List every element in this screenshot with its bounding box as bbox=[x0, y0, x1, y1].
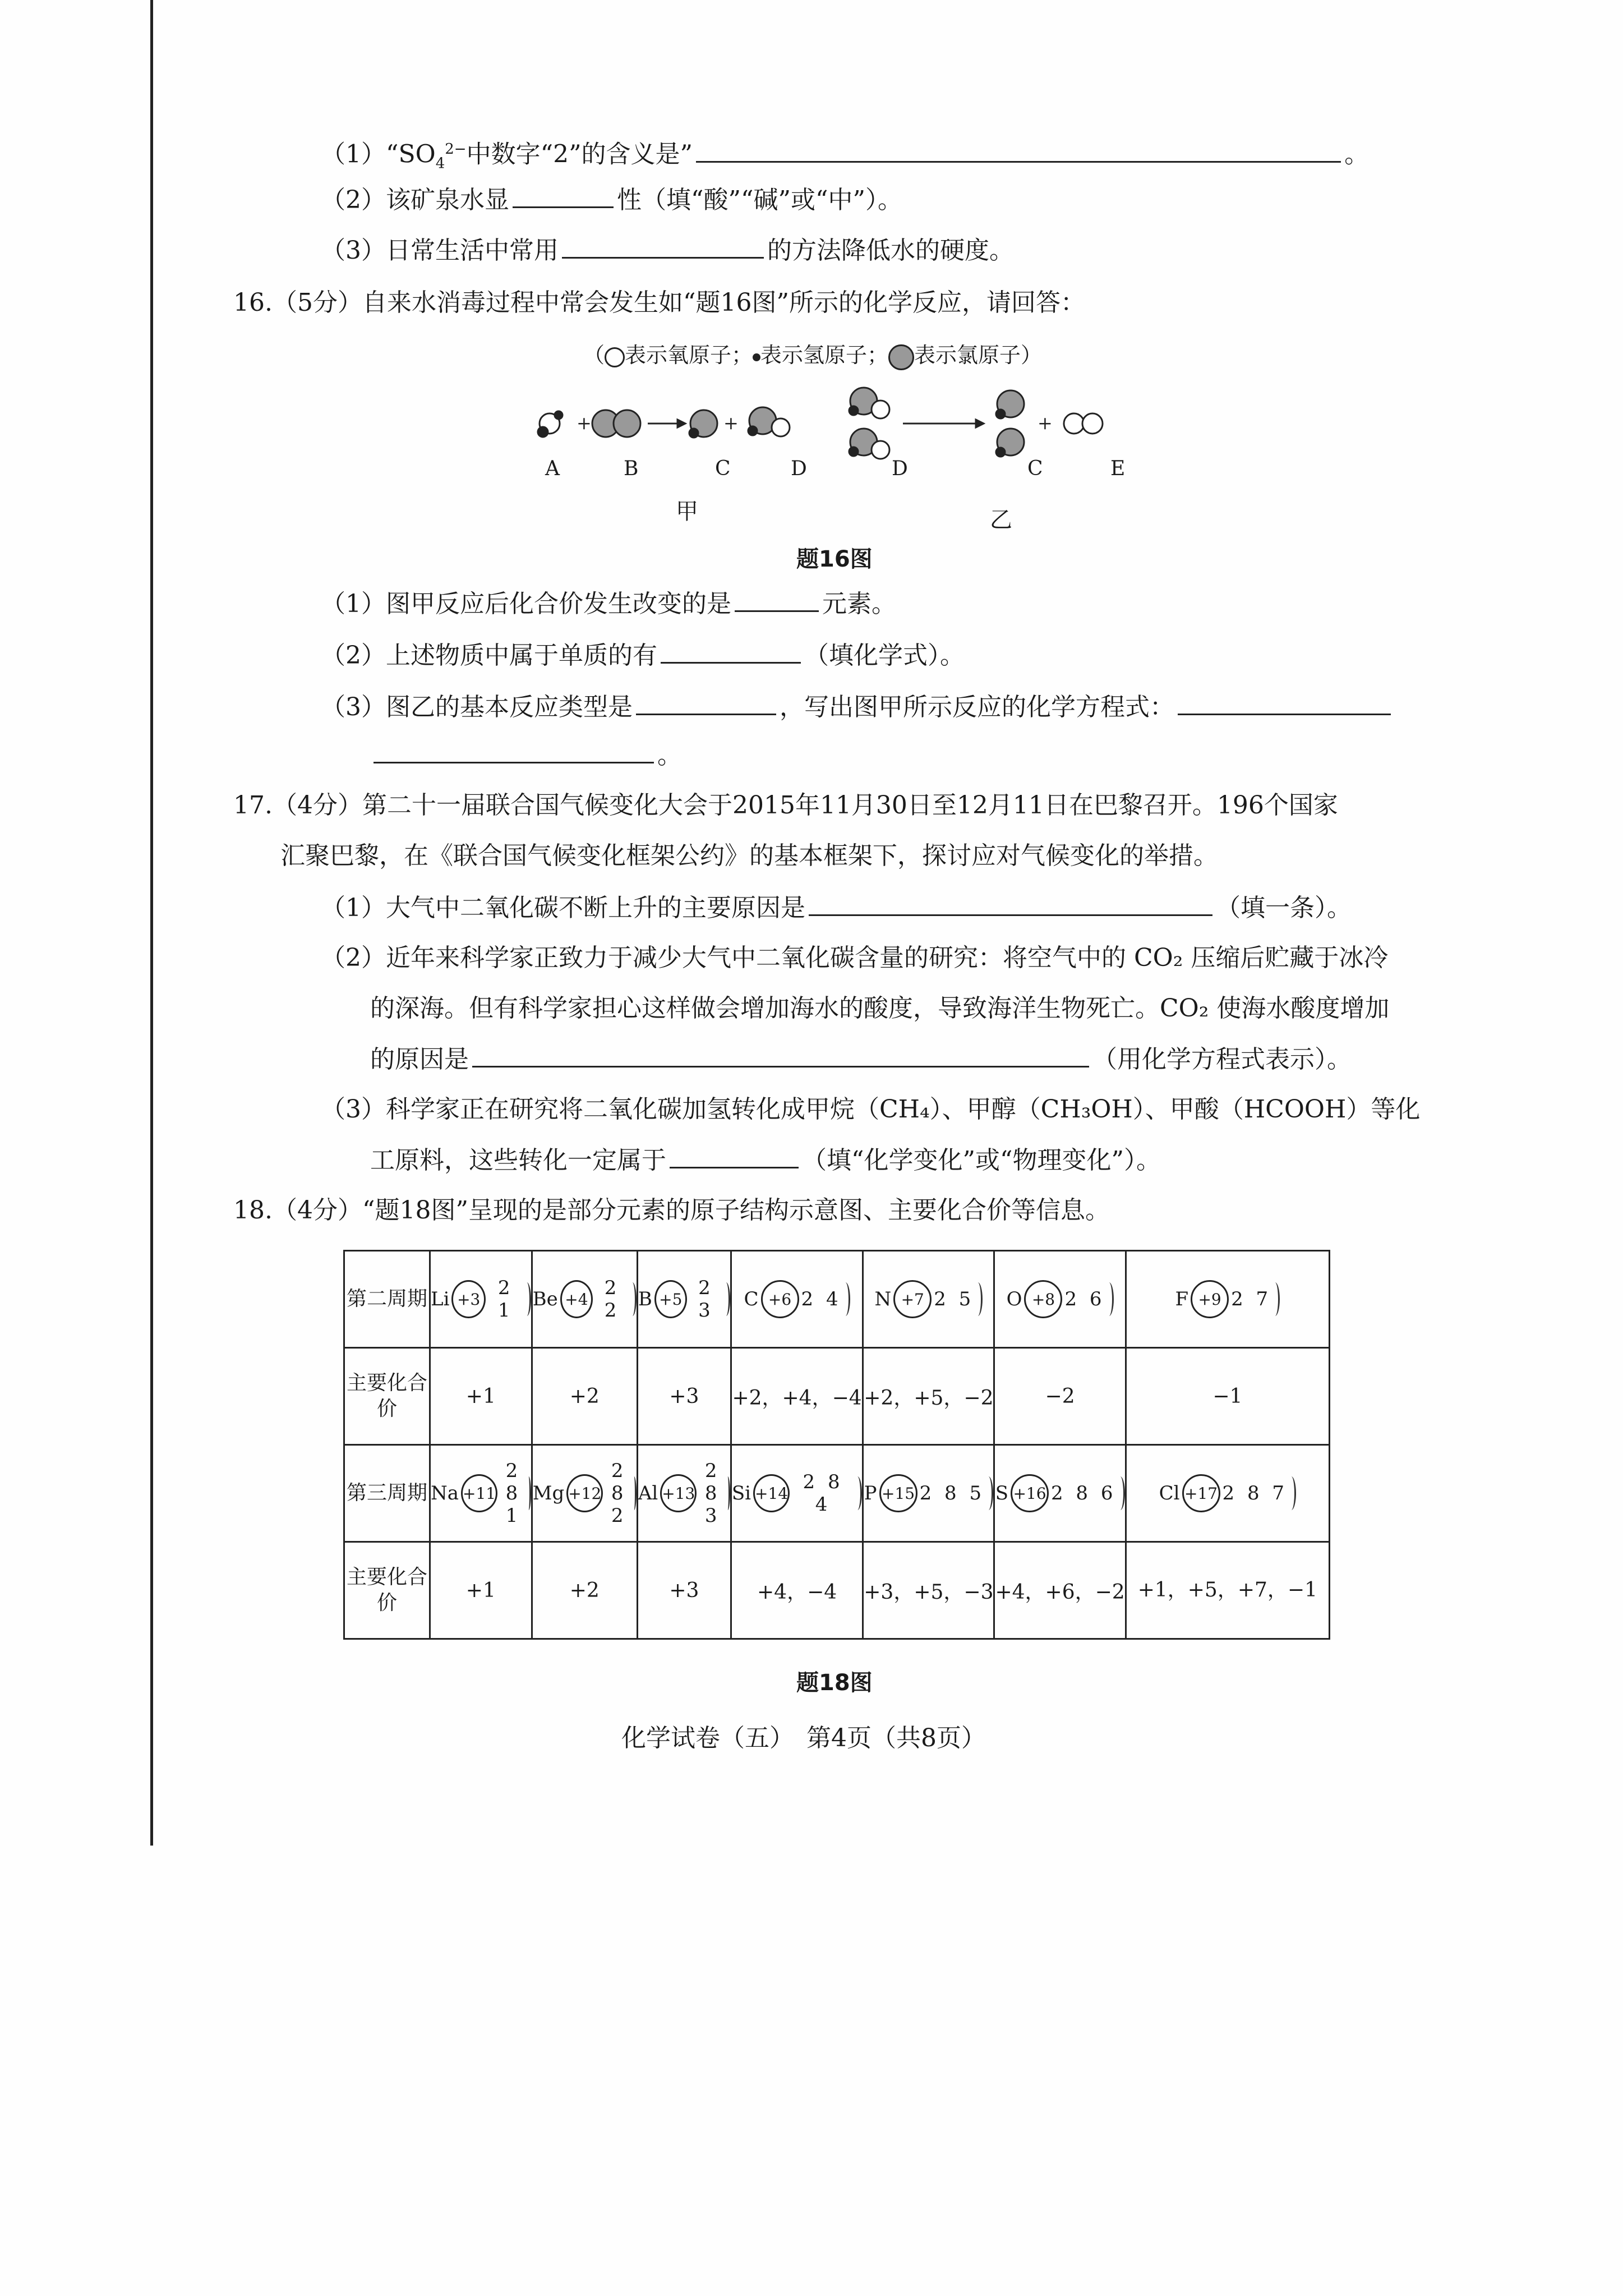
q17-sub2-l3: 的原因是 （用化学方程式表示）。 bbox=[370, 1043, 1352, 1075]
answer-blank[interactable] bbox=[562, 234, 764, 259]
scan-edge-line bbox=[150, 0, 153, 1846]
hydrogen-atom-icon bbox=[849, 447, 858, 456]
row-head: 主要化合价 bbox=[344, 1542, 430, 1639]
row-head: 主要化合价 bbox=[344, 1348, 430, 1445]
q17-sub1: （1）大气中二氧化碳不断上升的主要原因是 （填一条）。 bbox=[321, 892, 1352, 924]
hydrogen-atom-icon bbox=[689, 429, 698, 438]
q16-legend: （ 表示氧原子； 表示氢原子； 表示氯原子） bbox=[583, 339, 1042, 371]
reaction-diagram bbox=[527, 376, 1155, 477]
q16-stem: 16.（5分）自来水消毒过程中常会发生如“题16图”所示的化学反应，请回答： bbox=[233, 288, 1085, 317]
svg-text:+: + bbox=[1038, 412, 1053, 434]
atom-diagram-mg: Mg +12 2 8 2 bbox=[533, 1460, 637, 1527]
hydrogen-atom-icon bbox=[849, 406, 858, 415]
valence2-row bbox=[344, 1348, 1330, 1445]
q15-sub1: $(1)“SO_4^{2-}$中数字“2”的含义是” 。 bbox=[321, 134, 1369, 179]
q16-sub1: （1）图甲反应后化合价发生改变的是 元素。 bbox=[321, 588, 896, 620]
hydrogen-atom-icon bbox=[538, 427, 548, 437]
hydrogen-atom-icon bbox=[996, 409, 1005, 418]
valence-cell: +1，+5，+7，−1 bbox=[1126, 1542, 1329, 1639]
q16-sub2: （2）上述物质中属于单质的有 （填化学式）。 bbox=[321, 639, 965, 671]
answer-blank[interactable] bbox=[1178, 691, 1391, 715]
hydrogen-atom-icon bbox=[748, 426, 757, 435]
atom-diagram-n: N +7 2 5 bbox=[874, 1280, 983, 1318]
oxygen-atom-icon bbox=[1082, 413, 1103, 434]
label-jia: 甲 bbox=[676, 499, 698, 524]
atom-diagram-o: O +8 2 6 bbox=[1007, 1280, 1114, 1318]
atom-diagram-s: S +16 2 8 6 bbox=[995, 1474, 1125, 1512]
answer-blank[interactable] bbox=[809, 892, 1212, 916]
row-head: 第三周期 bbox=[344, 1445, 430, 1542]
chlorine-atom-icon bbox=[614, 410, 640, 437]
atom-diagram-p: P +15 2 8 5 bbox=[864, 1474, 993, 1512]
label-B: B bbox=[624, 457, 639, 480]
answer-blank[interactable] bbox=[696, 139, 1341, 163]
valence-cell: +3，+5，−3 bbox=[863, 1542, 994, 1639]
q16-sub3-cont: 。 bbox=[370, 739, 682, 771]
answer-blank[interactable] bbox=[472, 1043, 1089, 1068]
q17-sub2-l2: 的深海。但有科学家担心这样做会增加海水的酸度，导致海洋生物死亡。CO₂ 使海水酸度增加 bbox=[370, 994, 1390, 1023]
label-yi: 乙 bbox=[990, 507, 1012, 533]
valence3-row bbox=[344, 1542, 1330, 1639]
svg-text:+: + bbox=[723, 412, 739, 434]
q16-sub3: （3）图乙的基本反应类型是 ，写出图甲所示反应的化学方程式： bbox=[321, 691, 1394, 723]
row-head: 第二周期 bbox=[344, 1251, 430, 1348]
figure-caption-18: 题18图 bbox=[796, 1670, 873, 1696]
oxygen-atom-icon bbox=[872, 401, 889, 418]
atom-diagram-al: Al +13 2 8 3 bbox=[638, 1460, 730, 1527]
label-C: C bbox=[1027, 457, 1043, 480]
hydrogen-atom-icon bbox=[555, 411, 562, 419]
oxygen-atom-icon bbox=[872, 441, 889, 459]
valence-cell: +2，+4，−4 bbox=[731, 1348, 863, 1445]
oxygen-atom-icon bbox=[1064, 413, 1084, 434]
q17-stem-1: 17.（4分）第二十一届联合国气候变化大会于2015年11月30日至12月11日在巴黎召开。196个国家 bbox=[233, 791, 1338, 820]
label-E: E bbox=[1110, 457, 1126, 480]
q15-sub3: （3）日常生活中常用 的方法降低水的硬度。 bbox=[321, 234, 1014, 266]
answer-blank[interactable] bbox=[636, 691, 776, 715]
valence-cell: +4，+6，−2 bbox=[994, 1542, 1126, 1639]
valence-cell: +2，+5，−2 bbox=[863, 1348, 994, 1445]
periodic-table-figure bbox=[343, 1250, 1330, 1640]
q17-sub3-l2: 工原料，这些转化一定属于 （填“化学变化”或“物理变化”）。 bbox=[370, 1144, 1161, 1176]
valence-cell: +2 bbox=[532, 1542, 637, 1639]
valence-cell: −2 bbox=[994, 1348, 1126, 1445]
answer-blank[interactable] bbox=[513, 184, 614, 208]
valence-cell: +3 bbox=[637, 1348, 731, 1445]
label-C: C bbox=[715, 457, 731, 480]
valence-cell: −1 bbox=[1126, 1348, 1329, 1445]
q17-sub2-l1: （2）近年来科学家正致力于减少大气中二氧化碳含量的研究：将空气中的 CO₂ 压缩后贮藏于冰冷 bbox=[321, 944, 1389, 972]
q15-sub2: （2）该矿泉水显 性（填“酸”“碱”或“中”）。 bbox=[321, 184, 902, 216]
atom-diagram-f: F +9 2 7 bbox=[1175, 1280, 1280, 1318]
figure-caption-16: 题16图 bbox=[796, 546, 873, 572]
q18-stem: 18.（4分）“题18图”呈现的是部分元素的原子结构示意图、主要化合价等信息。 bbox=[233, 1196, 1110, 1225]
period3-row bbox=[344, 1445, 1330, 1542]
label-D: D bbox=[791, 457, 807, 480]
hydrogen-atom-icon bbox=[996, 448, 1005, 457]
atom-diagram-cl: Cl +17 2 8 7 bbox=[1159, 1474, 1296, 1512]
answer-blank[interactable] bbox=[374, 739, 654, 763]
valence-cell: +3 bbox=[637, 1542, 731, 1639]
q17-stem-2: 汇聚巴黎，在《联合国气候变化框架公约》的基本框架下，探讨应对气候变化的举措。 bbox=[280, 841, 1218, 870]
answer-blank[interactable] bbox=[735, 588, 819, 612]
valence-cell: +1 bbox=[430, 1542, 532, 1639]
atom-diagram-b: B +5 2 3 bbox=[638, 1277, 730, 1322]
svg-text:+: + bbox=[577, 412, 592, 434]
valence-cell: +2 bbox=[532, 1348, 637, 1445]
atom-diagram-na: Na +11 2 8 1 bbox=[431, 1460, 531, 1527]
label-D: D bbox=[892, 457, 908, 480]
atom-diagram-be: Be +4 2 2 bbox=[533, 1277, 637, 1322]
hydrogen-atom-icon bbox=[753, 353, 760, 361]
atom-diagram-c: C +6 2 4 bbox=[744, 1280, 850, 1318]
answer-blank[interactable] bbox=[670, 1144, 799, 1168]
page-footer: 化学试卷（五） 第4页（共8页） bbox=[621, 1724, 986, 1752]
period2-row bbox=[344, 1251, 1330, 1348]
label-A: A bbox=[545, 457, 560, 480]
valence-cell: +4，−4 bbox=[731, 1542, 863, 1639]
answer-blank[interactable] bbox=[661, 639, 801, 664]
q17-sub3-l1: （3）科学家正在研究将二氧化碳加氢转化成甲烷（CH₄）、甲醇（CH₃OH）、甲酸（HCOOH）等化 bbox=[321, 1095, 1421, 1124]
chlorine-atom-icon bbox=[888, 344, 914, 370]
atom-diagram-li: Li +3 2 1 bbox=[431, 1277, 531, 1322]
oxygen-atom-icon bbox=[772, 418, 790, 436]
atom-diagram-si: Si +14 2 8 4 bbox=[732, 1471, 862, 1516]
valence-cell: +1 bbox=[430, 1348, 532, 1445]
oxygen-atom-icon bbox=[605, 347, 625, 367]
